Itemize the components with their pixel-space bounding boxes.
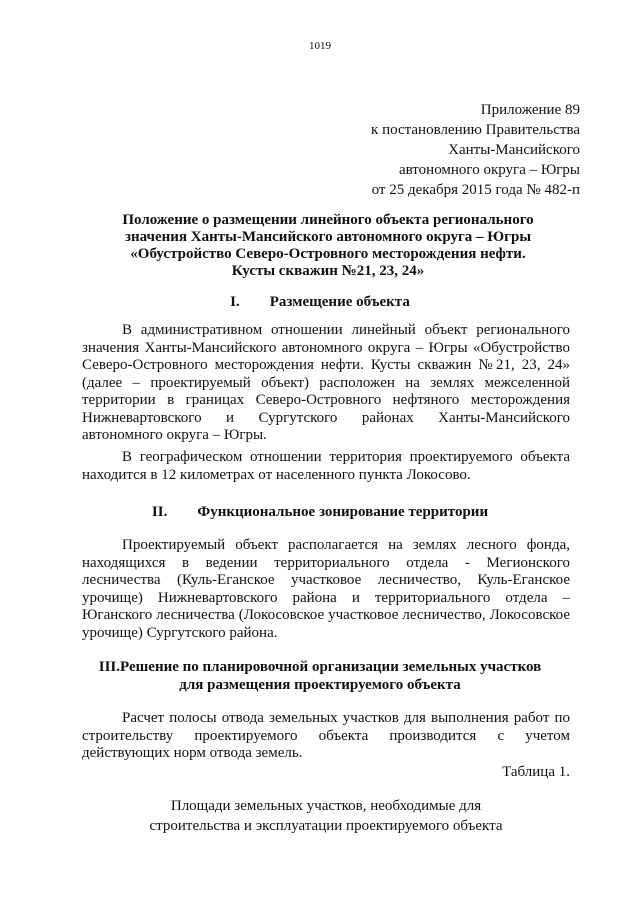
section-title-line1: Решение по планировочной организации земельных участков (120, 659, 542, 675)
section-title-line2: для размещения проектируемого объекта (179, 677, 461, 693)
section-number: II. (151, 504, 168, 520)
appendix-block (371, 100, 580, 200)
paragraph: Расчет полосы отвода земельных участков для выполнения работ по строительству проектируемого объекта производится с учетом действующих норм отвода земель. (82, 710, 570, 761)
section-title: Размещение объекта (269, 294, 410, 310)
paragraph: В географическом отношении территория проектируемого объекта находится в 12 километрах от населенного пункта Локосово. (82, 449, 570, 483)
section-title: Функциональное зонирование территории (197, 504, 489, 520)
page-number: 1019 (309, 40, 331, 52)
section-heading-2 (62, 503, 578, 521)
table-label: Таблица 1. (502, 764, 570, 780)
document-title: Положение о размещении линейного объекта регионального значения Ханты-Мансийского автономного округа – Югры «Обустройство Северо-Островного месторождения нефти. Кусты скважин №21, 23, 24» (122, 212, 534, 279)
appendix-line: от 25 декабря 2015 года № 482-п (371, 182, 580, 198)
section-heading-1 (62, 293, 578, 311)
appendix-line: автономного округа – Югры (398, 162, 580, 178)
table-caption-line: строительства и эксплуатации проектируемого объекта (149, 818, 503, 834)
section-number: III. (98, 659, 120, 675)
table-caption (82, 796, 570, 836)
section-heading-3 (62, 658, 578, 694)
appendix-line: к постановлению Правительства (371, 122, 580, 138)
paragraph: Проектируемый объект располагается на землях лесного фонда, находящихся в ведении территориального отдела - Мегионского лесничества (Куль-Еганское участковое лесничество, Куль-Еганское урочище) Нижневартовского района и территориального отдела – Юганского лесничества (Локосовское участковое лесничество, Локосовское урочище) Сургутского района. (82, 537, 570, 641)
table-caption-line: Площади земельных участков, необходимые для (170, 798, 482, 814)
appendix-line: Ханты-Мансийского (448, 142, 580, 158)
appendix-line: Приложение 89 (480, 102, 580, 118)
section-number: I. (230, 294, 240, 310)
paragraph: В административном отношении линейный объект регионального значения Ханты-Мансийского автономного округа – Югры «Обустройство Северо-Островного месторождения нефти. Кусты скважин №21, 23, 24» (далее – проектируемый объект) расположен на землях межселенной территории в границах Северо-Островного нефтяного месторождения Нижневартовского и Сургутского районах Ханты-Мансийского автономного округа – Югры. (82, 322, 570, 443)
